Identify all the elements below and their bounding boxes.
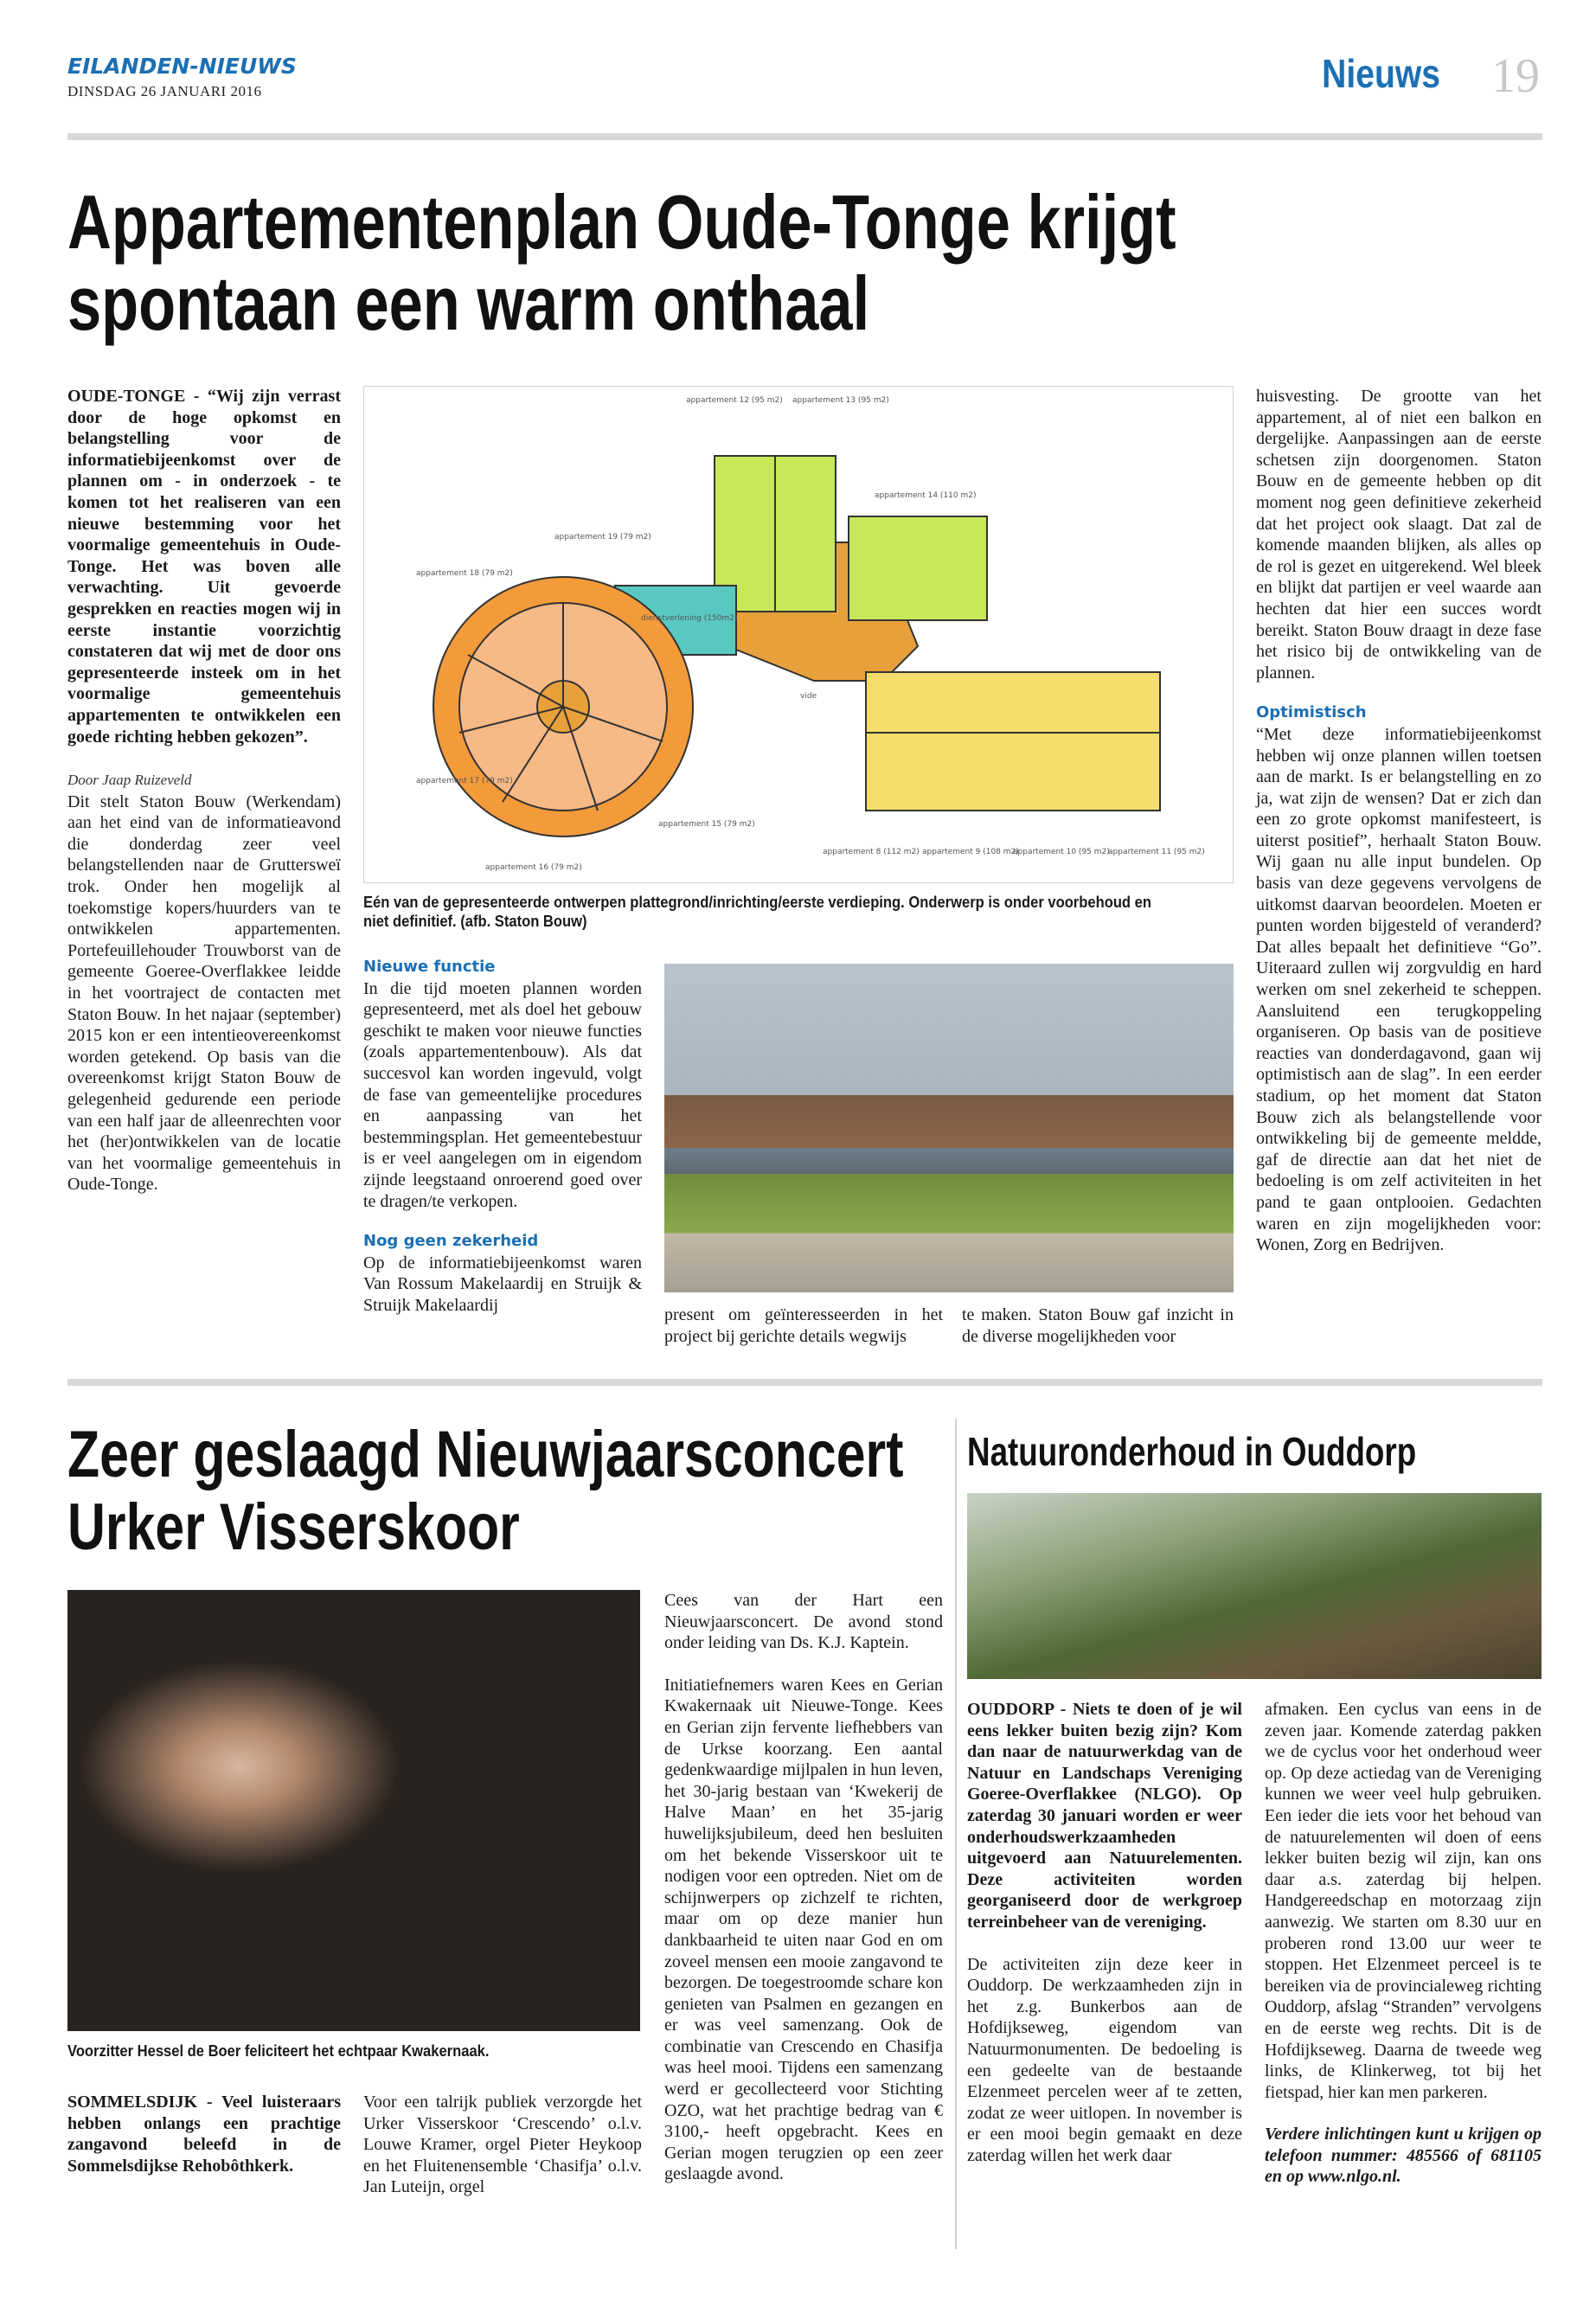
masthead-logo: EILANDEN-NIEUWS [67,54,297,79]
building-photo [664,964,1234,1292]
article2-body3: Initiatiefnemers waren Kees en Gerian Kwakernaak uit Nieuwe-Tonge. Kees en Gerian zijn fervente liefhebbers van de Urkse koorzang. Een aantal gedenkwaardige mijlpalen in hun leven, het 30-jarig bestaan van ‘Kwekerij de Halve Maan’ en het 35-jarig huwelijksjubileum, deed hen besluiten om het bekende Visserskoor uit te nodigen voor een optreden. Niet om de schijnwerpers op zichzelf te richten, maar om op deze manier hun dankbaarheid te uiten naar God en om zoveel mensen een mooie zangavond te bezorgen. De toegestroomde schare kon genieten van Psalmen en gezangen en er was veel samenzang. Ook de combinatie van Crescendo en Chasifja was heel mooi. Tijdens een samenzang werd er gecollecteerd voor Stichting OZO, wat het prachtige bedrag van € 3100,- heeft opgebracht. Kees en Gerian mogen terugzien op een zeer geslaagde avond. [664,1675,943,2184]
fp-label: appartement 10 (95 m2) [1013,848,1110,856]
body-nog-geen-zekerheid: Op de informatiebijeenkomst waren Van Rossum Makelaardij en Struijk & Struijk Makelaardij [363,1253,642,1315]
mid-rule [67,1379,1542,1386]
article3-lead: OUDDORP - Niets te doen of je wil eens lekker buiten bezig zijn? Kom dan naar de natuurwerkdag van de Natuur en Landschaps Vereniging Goeree-Overflakkee (NLGO). Op zaterdag 30 januari worden er weer onderhoudswerkzaamheden uitgevoerd aan Natuurelementen. Deze activiteiten worden georganiseerd door de werkgroep terreinbeheer van de vereniging. [967,1700,1242,1932]
masthead-date: DINSDAG 26 JANUARI 2016 [67,83,262,99]
body-optimistisch: “Met deze informatiebijeenkomst hebben wij onze plannen willen toetsen aan de markt. Is er belangstelling en zo ja, wat zijn de wensen? Dat er zich dan een zo grote opkomst manifesteert, is uiterst positief”, herhaalt Staton Bouw. Wij gaan nu alle input bundelen. Op basis van deze gegevens vervolgens de uitkomst daarvan beoordelen. Moeten er punten worden bijgesteld of veranderd? Dat alles bepaalt het definitieve “Go”. Uiteraard zullen wij zorgvuldig en hard werken om snel zekerheid te scheppen. Aansluitend een terugkoppeling organiseren. Op basis van de positieve reacties van donderdagavond, gaan wij optimistisch aan de slag”. In een eerder stadium, op het moment dat Staton Bouw zich als belangstellende voor ontwikkeling bij de gemeente meldde, gaf de directie aan dat het niet de bedoeling is om zelf activiteiten in het pand te gaan ontplooien. Gedachten waren en zijn mogelijkheden voor: Wonen, Zorg en Bedrijven. [1256,724,1542,1255]
nature-photo [967,1493,1542,1679]
floorplan-image [363,386,1234,883]
choir-photo [67,1590,640,2031]
article3-col2 [1265,1699,1542,2188]
article2-body1: Voor een talrijk publiek verzorgde het Urker Visserskoor ‘Crescendo’ o.l.v. Louwe Kramer, orgel Pieter Heykoop en het Fluitenensemble ‘Chasifja’ o.l.v. Jan Luteijn, orgel [363,2093,642,2197]
article1-lead: OUDE-TONGE - “Wij zijn verrast door de hoge opkomst en belangstelling voor de informatiebijeenkomst over de plannen om - in onderzoek - te komen tot het realiseren van een nieuwe bestemming voor het voormalige gemeentehuis in Oude-Tonge. Het was boven alle verwachting. Uit gevoerde gesprekken en reacties mogen wij in eerste instantie voorzichtig constateren dat wij met de door ons gepresenteerde insteek om in het voormalige gemeentehuis appartementen te ontwikkelen een goede richting hebben gekozen”. [67,387,341,747]
fp-label: appartement 9 (108 m2) [922,848,1019,856]
article3-col1 [967,1699,1242,2166]
article1-col1 [67,386,341,1195]
subhead-optimistisch: Optimistisch [1256,703,1367,722]
subhead-nog-geen-zekerheid: Nog geen zekerheid [363,1232,539,1251]
article1-byline: Door Jaap Ruizeveld [67,772,192,789]
article2-headline [67,1419,903,1564]
body-right1: huisvesting. De grootte van het appartement, al of niet een balkon en dergelijke. Aanpassingen aan de eerste schetsen zijn doorgenomen. Staton Bouw en de gemeente hebben op dit moment nog geen definitieve zekerheid dat het project ook slaagt. Dat zal de komende maanden blijken, als alles op de rol is gezet en uitgerekend. Wel bleek en blijkt dat partijen er veel waarde aan hechten dat hier een succes wordt bereikt. Staton Bouw draagt in deze fase het risico bij de ontwikkeling van de plannen. [1256,387,1542,683]
fp-label: appartement 15 (79 m2) [658,820,755,829]
top-rule [67,133,1542,140]
fp-label: appartement 13 (95 m2) [792,396,889,405]
fp-label: appartement 11 (95 m2) [1108,848,1205,856]
article3-body2: afmaken. Een cyclus van eens in de zeven jaar. Komende zaterdag pakken we de cyclus voor het onderhoud weer op. Op deze actiedag van de Vereniging kunnen we weer veel hulp gebruiken. Een ieder die iets voor het behoud van de natuurelementen wil doen of eens lekker buiten bezig wil zijn, kan ons daar a.s. zaterdag bij helpen. Handgereedschap en motorzaag zijn aanwezig. We starten om 8.30 uur en proberen rond 13.00 uur weer te stoppen. Het Elzenmeet perceel is te bereiken via de provincialeweg richting Ouddorp, afslag “Stranden” vervolgens en de eerste weg rechts. Dit is de Hofdijkseweg. Daarna de tweede weg links, de Klinkerweg, tot bij het fietspad, hier kan men parkeren. [1265,1700,1542,2102]
article1-col2 [363,957,642,1317]
article2-lead [67,2092,341,2176]
article2-headline-line2: Urker Visserskoor [67,1490,520,1564]
article1-headline-line2: spontaan een warm onthaal [67,260,870,346]
body-nieuwe-functie: In die tijd moeten plannen worden gepresenteerd, met als doel het gebouw geschikt te maken voor nieuwe functies (zoals appartementenbouw). Als dat succesvol kan worden ingevuld, volgt de fase van gemeentelijke procedures en aanpassing van het bestemmingsplan. Het gemeentebestuur is er veel aangelegen om in eigendom zijnde leegstaand onroerend goed over te dragen/te verkopen. [363,978,642,1211]
fp-label: appartement 19 (79 m2) [554,533,651,542]
article1-col4b: te maken. Staton Bouw gaf inzicht in de diverse mogelijkheden voor [962,1305,1234,1346]
fp-label: appartement 17 (79 m2) [416,777,513,785]
floorplan-drawing [364,387,1234,884]
choir-photo-caption: Voorzitter Hessel de Boer feliciteert het echtpaar Kwakernaak. [67,2042,490,2060]
article3-body1: De activiteiten zijn deze keer in Ouddorp. De werkzaamheden zijn in het z.g. Bunkerbos aan de Hofdijkseweg, eigendom van Natuurmonumenten. De bedoeling is een gedeelte van de bestaande Elzenmeet percelen weer af te zetten, zodat ze weer uitlopen. In november is er een mooi begin gemaakt en deze zaterdag willen het werk daar [967,1954,1242,2165]
fp-label: appartement 12 (95 m2) [686,396,783,405]
article2-headline-line1: Zeer geslaagd Nieuwjaarsconcert [67,1418,904,1491]
article2-body2: Cees van der Hart een Nieuwjaarsconcert. De avond stond onder leiding van Ds. K.J. Kaptein. [664,1591,943,1653]
article1-headline [67,179,1176,346]
fp-label: appartement 18 (79 m2) [416,569,513,578]
column-divider [955,1419,957,2249]
article1-body1: Dit stelt Staton Bouw (Werkendam) aan het eind van de informatieavond die donderdag zeer veel belangstellenden naar de Gruttersweï trok. Onder hen mogelijk al toekomstige kopers/huurders van te ontwikkelen appartementen. Portefeuillehouder Trouwborst van de gemeente Goeree-Overflakkee leidde in het voortraject de contacten met Staton Bouw. In het najaar (september) 2015 kon er een intentieovereenkomst worden getekend. Op basis van die overeenkomst krijgt Staton Bouw de gelegenheid gedurende een periode van een half jaar de alleenrechten voor het (her)ontwikkelen van de locatie van het voormalige gemeentehuis in Oude-Tonge. [67,792,341,1195]
fp-label: vide [800,692,817,701]
article1-col3b: present om geïnteresseerden in het project bij gerichte details wegwijs [664,1305,943,1346]
article3-footer: Verdere inlichtingen kunt u krijgen op telefoon nummer: 485566 of 681105 en op www.nlgo.nl. [1265,2125,1542,2187]
section-name: Nieuws [1322,51,1440,96]
fp-label: appartement 16 (79 m2) [485,863,582,872]
article1-col-right [1256,386,1542,1256]
subhead-nieuwe-functie: Nieuwe functie [363,958,496,976]
floorplan-caption: Eén van de gepresenteerde ontwerpen plattegrond/inrichting/eerste verdieping. Onderwerp is onder voorbehoud en niet definitief. (afb. Staton Bouw) [363,894,1151,930]
fp-label: appartement 14 (110 m2) [875,491,977,500]
article1-headline-line1: Appartementenplan Oude-Tonge krijgt [67,179,1176,265]
article2-col3 [664,1590,943,2185]
fp-label: appartement 8 (112 m2) [823,848,920,856]
article2-lead-text: SOMMELSDIJK - Veel luisteraars hebben onlangs een prachtige zangavond beleefd in de Sommelsdijkse Rehobôthkerk. [67,2093,341,2176]
article3-headline: Natuuronderhoud in Ouddorp [967,1429,1417,1474]
page-number: 19 [1491,49,1540,103]
fp-label: dienstverlening (150m2) [641,614,738,623]
